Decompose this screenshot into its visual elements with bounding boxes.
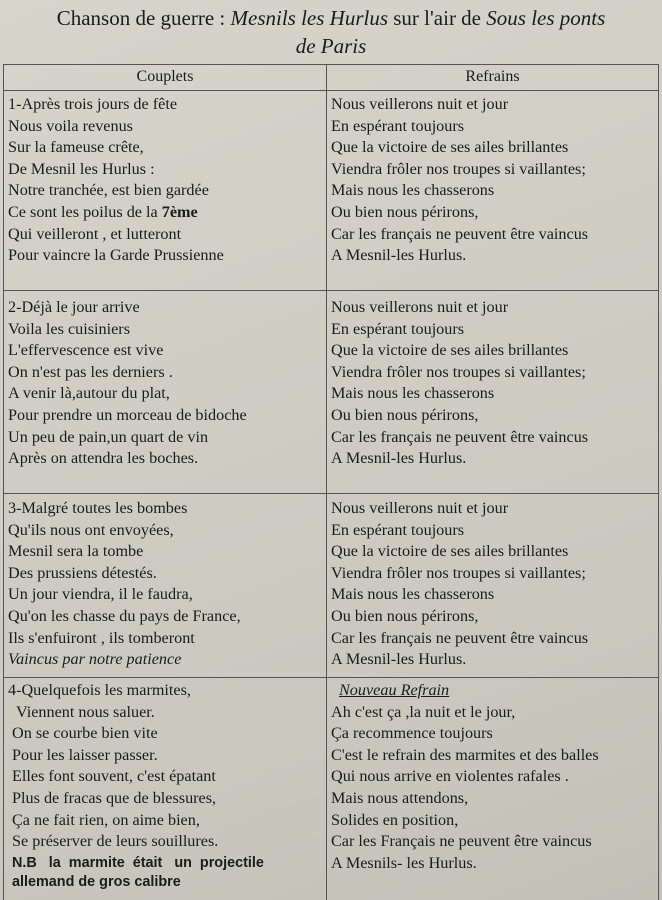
verse-line: Notre tranchée, est bien gardée [8, 181, 209, 200]
couplet-3 [8, 498, 241, 671]
footnote-line: allemand de gros calibre [12, 874, 181, 891]
refrain-line: Que la victoire de ses ailes brillantes [331, 542, 569, 561]
verse-line: Nous voila revenus [8, 116, 133, 135]
couplet-2 [8, 297, 247, 470]
refrain-line: Ou bien nous périrons, [331, 606, 479, 625]
title-part-3: sur l'air de [388, 6, 487, 30]
refrain-line: Viendra frôler nos troupes si vaillantes; [331, 159, 586, 178]
refrain-line: A Mesnil-les Hurlus. [331, 449, 467, 468]
verse-line: Un peu de pain,un quart de vin [8, 427, 209, 446]
refrain-line: Que la victoire de ses ailes brillantes [331, 341, 569, 360]
table-top-border [3, 64, 659, 65]
verse-line: Ils s'enfuiront , ils tomberont [8, 628, 195, 647]
refrain-2 [331, 297, 588, 470]
verse-line: Pour prendre un morceau de bidoche [8, 405, 247, 424]
column-divider [326, 64, 327, 900]
refrain-line: Mais nous les chasserons [331, 384, 495, 403]
title-part-1: Chanson de guerre : [56, 6, 231, 30]
refrain-line: C'est le refrain des marmites et des balles [331, 745, 599, 764]
row-divider-2 [3, 493, 659, 494]
refrain-line: Car les français ne peuvent être vaincus [331, 224, 589, 243]
verse-line-text: Ce sont les poilus de la [8, 202, 162, 221]
verse-line [8, 202, 224, 224]
refrain-line: Ou bien nous périrons, [331, 202, 479, 221]
verse-line: Pour les laisser passer. [12, 745, 158, 764]
refrain-line: Car les Français ne peuvent être vaincus [331, 832, 592, 851]
verse-line: Des prussiens détestés. [8, 563, 157, 582]
refrain-line: En espérant toujours [331, 520, 465, 539]
header-refrains: Refrains [465, 68, 520, 85]
refrain-line: Nous veillerons nuit et jour [331, 298, 509, 316]
refrain-line: A Mesnil-les Hurlus. [331, 246, 467, 265]
verse-line: Plus de fracas que de blessures, [12, 788, 217, 807]
row-divider-1 [3, 290, 659, 291]
refrain-line: Que la victoire de ses ailes brillantes [331, 138, 569, 157]
refrain-line: En espérant toujours [331, 319, 465, 338]
refrain-line: Ou bien nous périrons, [331, 405, 479, 424]
verse-line: A venir là,autour du plat, [8, 384, 170, 403]
refrain-line: Car les français ne peuvent être vaincus [331, 628, 589, 647]
refrain-line: Car les français ne peuvent être vaincus [331, 427, 589, 446]
refrain-line: En espérant toujours [331, 116, 465, 135]
refrain-line: Viendra frôler nos troupes si vaillantes; [331, 563, 586, 582]
refrain-line: Qui nous arrive en violentes rafales . [331, 767, 569, 786]
verse-line: Qu'on les chasse du pays de France, [8, 606, 241, 625]
table-left-border [3, 64, 4, 900]
verse-line: On n'est pas les derniers . [8, 362, 173, 381]
verse-line: Se préserver de leurs souillures. [12, 832, 219, 851]
refrain-4 [331, 680, 599, 874]
refrain-3 [331, 498, 588, 671]
refrain-line: Mais nous les chasserons [331, 181, 495, 200]
verse-line: 2-Déjà le jour arrive [8, 298, 140, 316]
refrain-line: Ah c'est ça ,la nuit et le jour, [331, 702, 516, 721]
verse-line: Elles font souvent, c'est épatant [12, 767, 216, 786]
verse-line: Qui veilleront , et lutteront [8, 224, 182, 243]
verse-line: Sur la fameuse crête, [8, 138, 144, 157]
couplet-1 [8, 94, 224, 267]
verse-line: 3-Malgré toutes les bombes [8, 499, 188, 517]
song-title [0, 4, 662, 60]
verse-line: Un jour viendra, il le faudra, [8, 585, 193, 604]
header-couplets: Couplets [136, 68, 194, 85]
title-song-name: Mesnils les Hurlus [230, 6, 388, 30]
verse-line: Viennent nous saluer. [16, 702, 155, 721]
refrain-line: Nous veillerons nuit et jour [331, 499, 509, 517]
new-refrain-title: Nouveau Refrain [339, 681, 450, 699]
refrain-line: Viendra frôler nos troupes si vaillantes; [331, 362, 586, 381]
refrain-line: A Mesnils- les Hurlus. [331, 853, 477, 872]
verse-line: Mesnil sera la tombe [8, 542, 144, 561]
refrain-line: A Mesnil-les Hurlus. [331, 650, 467, 669]
refrain-line: Mais nous les chasserons [331, 585, 495, 604]
refrain-line: Solides en position, [331, 810, 459, 829]
refrain-line: Mais nous attendons, [331, 788, 469, 807]
verse-line: Ça ne fait rien, on aime bien, [12, 810, 200, 829]
verse-line-italic: Vaincus par notre patience [8, 650, 182, 669]
row-divider-3 [3, 677, 659, 678]
verse-line: Après on attendra les boches. [8, 449, 199, 468]
refrain-1 [331, 94, 588, 267]
regiment-number: 7ème [161, 202, 198, 221]
title-tune-name: Sous les ponts [486, 6, 606, 30]
refrain-line: Ça recommence toujours [331, 724, 493, 743]
verse-line: Voila les cuisiniers [8, 319, 130, 338]
verse-line: 1-Après trois jours de fête [8, 95, 178, 113]
refrain-line: Nous veillerons nuit et jour [331, 95, 509, 113]
verse-line: L'effervescence est vive [8, 341, 164, 360]
verse-line: Pour vaincre la Garde Prussienne [8, 246, 224, 265]
verse-line: On se courbe bien vite [12, 724, 158, 743]
table-right-border [658, 64, 659, 900]
footnote-line: N.B la marmite était un projectile [12, 854, 264, 871]
couplet-4 [8, 680, 264, 894]
header-divider [3, 90, 659, 91]
title-tune-name-end: de Paris [295, 34, 367, 58]
verse-line: Qu'ils nous ont envoyées, [8, 520, 174, 539]
verse-line: 4-Quelquefois les marmites, [8, 681, 191, 699]
verse-line: De Mesnil les Hurlus : [8, 159, 155, 178]
